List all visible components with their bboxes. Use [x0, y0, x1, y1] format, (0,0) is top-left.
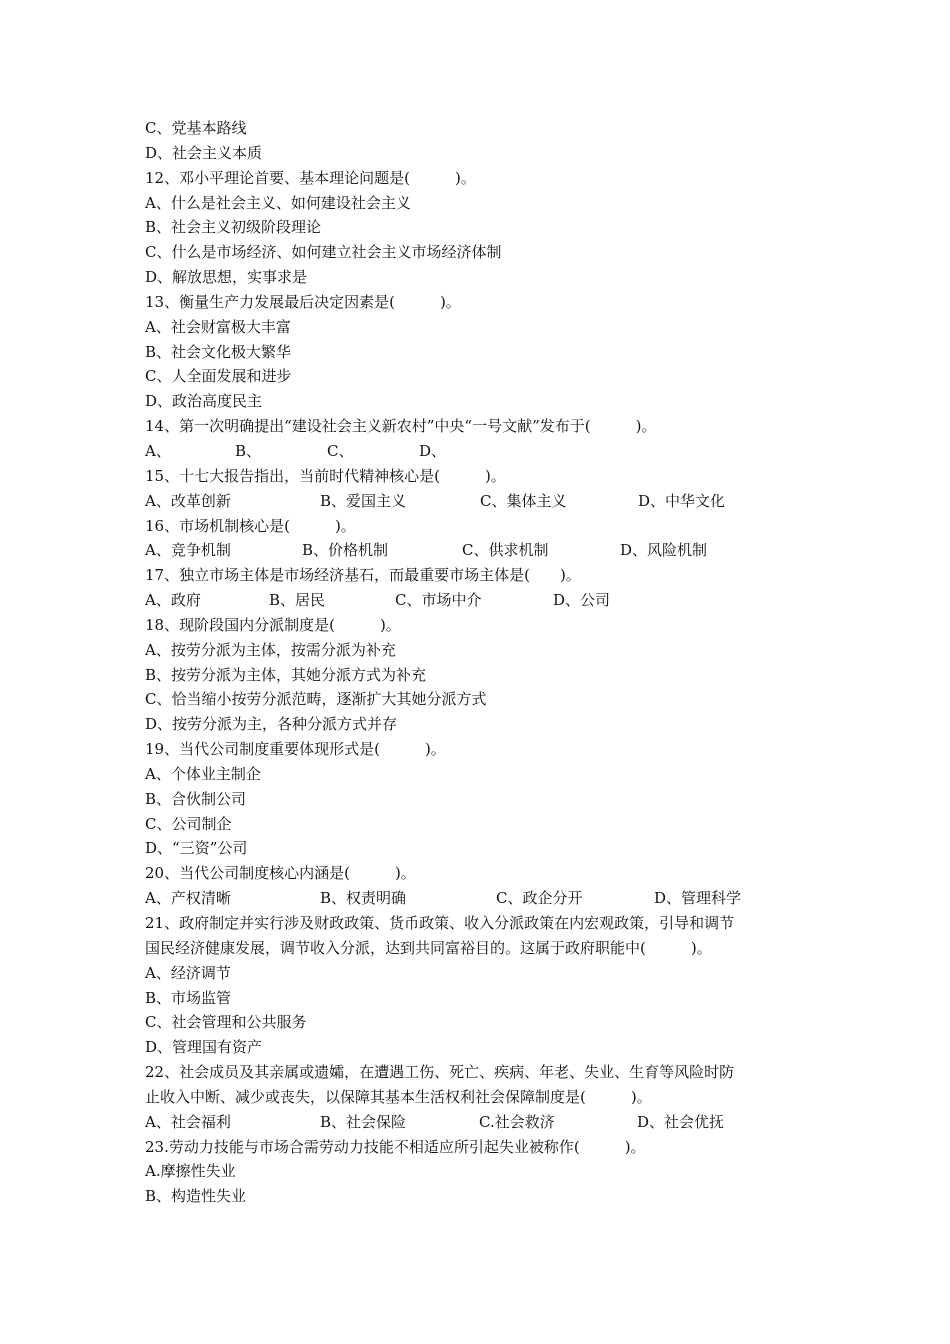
option-a: A.摩擦性失业 [145, 1162, 236, 1181]
option-d: D、 [419, 441, 447, 460]
option-c: C、社会管理和公共服务 [145, 1013, 307, 1032]
question-23: 23.劳动力技能与市场合需劳动力技能不相适应所引起失业被称作( )。 [145, 1137, 646, 1156]
option-a: A、按劳分派为主体，按需分派为补充 [145, 640, 396, 659]
q17-options [145, 588, 815, 613]
option-line: D、政治高度民主 [145, 392, 263, 411]
option-c: C、政企分开 [496, 889, 583, 908]
option-line: A、社会财富极大丰富 [145, 317, 291, 336]
option-a: A、社会福利 [145, 1112, 231, 1131]
option-a: A、政府 [145, 591, 201, 610]
question-list [145, 116, 815, 1209]
option-d: D、管理国有资产 [145, 1038, 263, 1057]
option-c: C、公司制企 [145, 814, 232, 833]
option-a: A、个体业主制企 [145, 764, 261, 783]
option-b: B、居民 [269, 591, 326, 610]
option-line: B、社会主义初级阶段理论 [145, 218, 322, 237]
option-a: A、产权清晰 [145, 889, 231, 908]
option-b: B、爱国主义 [320, 491, 407, 510]
question-13: 13、衡量生产力发展最后决定因素是( )。 [145, 292, 461, 311]
option-b: B、社会保险 [320, 1112, 407, 1131]
option-b: B、价格机制 [302, 541, 389, 560]
question-21-line-2: 国民经济健康发展，调节收入分派，达到共同富裕目的。这属于政府职能中( )。 [145, 938, 712, 957]
option-d: D、风险机制 [620, 541, 708, 560]
option-d: D、管理科学 [654, 889, 742, 908]
q20-options [145, 886, 815, 911]
option-line: C、什么是市场经济、如何建立社会主义市场经济体制 [145, 243, 502, 262]
option-line: D、解放思想，实事求是 [145, 268, 308, 287]
option-b: B、合伙制公司 [145, 789, 247, 808]
question-19: 19、当代公司制度重要体现形式是( )。 [145, 740, 446, 759]
option-a: A、改革创新 [145, 491, 231, 510]
option-b: B、按劳分派为主体，其她分派方式为补充 [145, 665, 427, 684]
q15-options [145, 489, 815, 514]
option-d: D、“三资”公司 [145, 839, 248, 858]
question-14: 14、第一次明确提出“建设社会主义新农村”中央“一号文献”发布于( )。 [145, 417, 657, 436]
option-b: B、权责明确 [320, 889, 407, 908]
option-c: C、恰当缩小按劳分派范畴，逐渐扩大其她分派方式 [145, 690, 487, 709]
option-a: A、 [145, 441, 171, 460]
option-line: C、人全面发展和进步 [145, 367, 292, 386]
q22-options [145, 1110, 815, 1135]
option-c: C、集体主义 [480, 491, 567, 510]
question-16: 16、市场机制核心是( )。 [145, 516, 356, 535]
option-d: D、公司 [553, 591, 611, 610]
question-22-line-1: 22、社会成员及其亲属或遗孀，在遭遇工伤、死亡、疾病、年老、失业、生育等风险时防 [145, 1063, 735, 1082]
option-a: A、竞争机制 [145, 541, 231, 560]
option-b: B、市场监管 [145, 988, 232, 1007]
question-18: 18、现阶段国内分派制度是( )。 [145, 615, 401, 634]
option-d: D、社会优抚 [637, 1112, 725, 1131]
question-15: 15、十七大报告指出，当前时代精神核心是( )。 [145, 466, 506, 485]
option-d: D、中华文化 [638, 491, 726, 510]
option-b: B、 [235, 441, 262, 460]
question-17: 17、独立市场主体是市场经济基石，而最重要市场主体是( )。 [145, 566, 581, 585]
question-21-line-1: 21、政府制定并实行涉及财政政策、货币政策、收入分派政策在内宏观政策，引导和调节 [145, 914, 735, 932]
option-c: C.社会救济 [479, 1112, 555, 1131]
q14-options [145, 439, 815, 464]
option-c: C、供求机制 [462, 541, 549, 560]
option-c: C、 [327, 441, 354, 460]
option-c: C、市场中介 [395, 591, 482, 610]
option-line: C、党基本路线 [145, 119, 247, 137]
option-line: B、社会文化极大繁华 [145, 342, 292, 361]
option-b: B、构造性失业 [145, 1187, 247, 1206]
option-a: A、经济调节 [145, 963, 231, 982]
option-line: A、什么是社会主义、如何建设社会主义 [145, 193, 411, 212]
option-line: D、社会主义本质 [145, 143, 263, 162]
option-d: D、按劳分派为主，各种分派方式并存 [145, 715, 398, 734]
question-12: 12、邓小平理论首要、基本理论问题是( )。 [145, 168, 476, 187]
question-20: 20、当代公司制度核心内涵是( )。 [145, 864, 416, 883]
question-22-line-2: 止收入中断、减少或丧失，以保障其基本生活权利社会保障制度是( )。 [145, 1087, 652, 1106]
q16-options [145, 538, 815, 563]
